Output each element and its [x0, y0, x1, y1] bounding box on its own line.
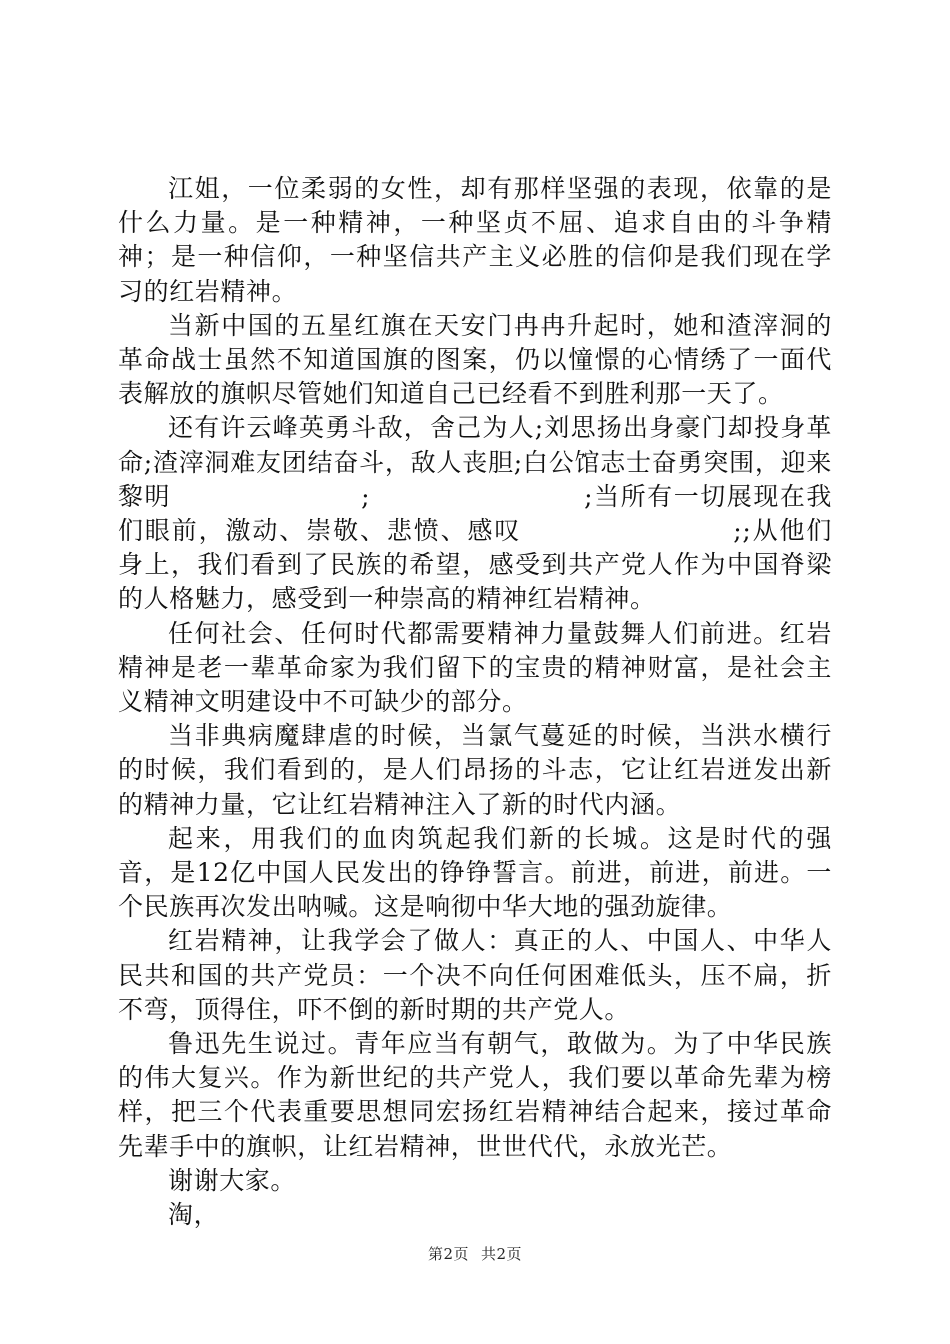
page-footer	[0, 1244, 950, 1264]
page-total: 共2页	[481, 1245, 523, 1263]
paragraph-3-tail: ;从他们身上，我们看到了民族的希望，感受到共产党人作为中国脊梁的人格魅力，感受到一种崇高的精神红岩精神。	[118, 516, 832, 614]
closing-fragment: 淘，	[168, 1200, 220, 1230]
paragraph-6: 起来，用我们的血肉筑起我们新的长城。这是时代的强音，是12亿中国人民发出的铮铮誓言。前进，前进，前进。一个民族再次发出呐喊。这是响彻中华大地的强劲旋律。	[118, 823, 832, 922]
paragraph-8: 鲁迅先生说过。青年应当有朝气，敢做为。为了中华民族的伟大复兴。作为新世纪的共产党人，我们要以革命先辈为榜样，把三个代表重要思想同宏扬红岩精神结合起来，接过革命先辈手中的旗帜，让红岩精神，世世代代，永放光芒。	[118, 1029, 832, 1161]
paragraph-3	[118, 411, 832, 616]
paragraph-3-continuation: 当所有一切展现在我们眼前，激动、崇敬、悲愤、感叹	[118, 481, 832, 546]
paragraph-7: 红岩精神，让我学会了做人：真正的人、中国人、中华人民共和国的共产党员：一个决不向任何困难低头，压不扁，折不弯，顶得住，吓不倒的新时期的共产党人。	[118, 926, 832, 1024]
paragraph-5: 当非典病魔肆虐的时候，当氯气蔓延的时候，当洪水横行的时候，我们看到的，是人们昂扬的斗志，它让红岩迸发出新的精神力量，它让红岩精神注入了新的时代内涵。	[118, 721, 832, 819]
paragraph-4: 任何社会、任何时代都需要精神力量鼓舞人们前进。红岩精神是老一辈革命家为我们留下的宝贵的精神财富，是社会主义精神文明建设中不可缺少的部分。	[118, 618, 832, 717]
page-number: 第2页	[427, 1245, 469, 1263]
paragraph-3-text: 还有许云峰英勇斗敌，舍己为人;刘思扬出身豪门却投身革命;渣滓洞难友团结奋斗，敌人丧胆;白公馆志士奋勇突围，迎来黎明	[118, 413, 832, 511]
paragraph-3-semicolon-1: ;	[361, 481, 371, 511]
paragraph-3-semicolon-3: ;	[733, 516, 743, 546]
paragraph-2: 当新中国的五星红旗在天安门冉冉升起时，她和渣滓洞的革命战士虽然不知道国旗的图案，仍以憧憬的心情绣了一面代表解放的旗帜尽管她们知道自己已经看不到胜利那一天了。	[118, 310, 832, 409]
paragraph-3-semicolon-2: ;	[584, 481, 594, 511]
closing-thanks: 谢谢大家。	[168, 1165, 297, 1195]
paragraph-1: 江姐，一位柔弱的女性，却有那样坚强的表现，依靠的是什么力量。是一种精神，一种坚贞不屈、追求自由的斗争精神；是一种信仰，一种坚信共产主义必胜的信仰是我们现在学习的红岩精神。	[118, 174, 832, 306]
document-body	[118, 172, 832, 1232]
